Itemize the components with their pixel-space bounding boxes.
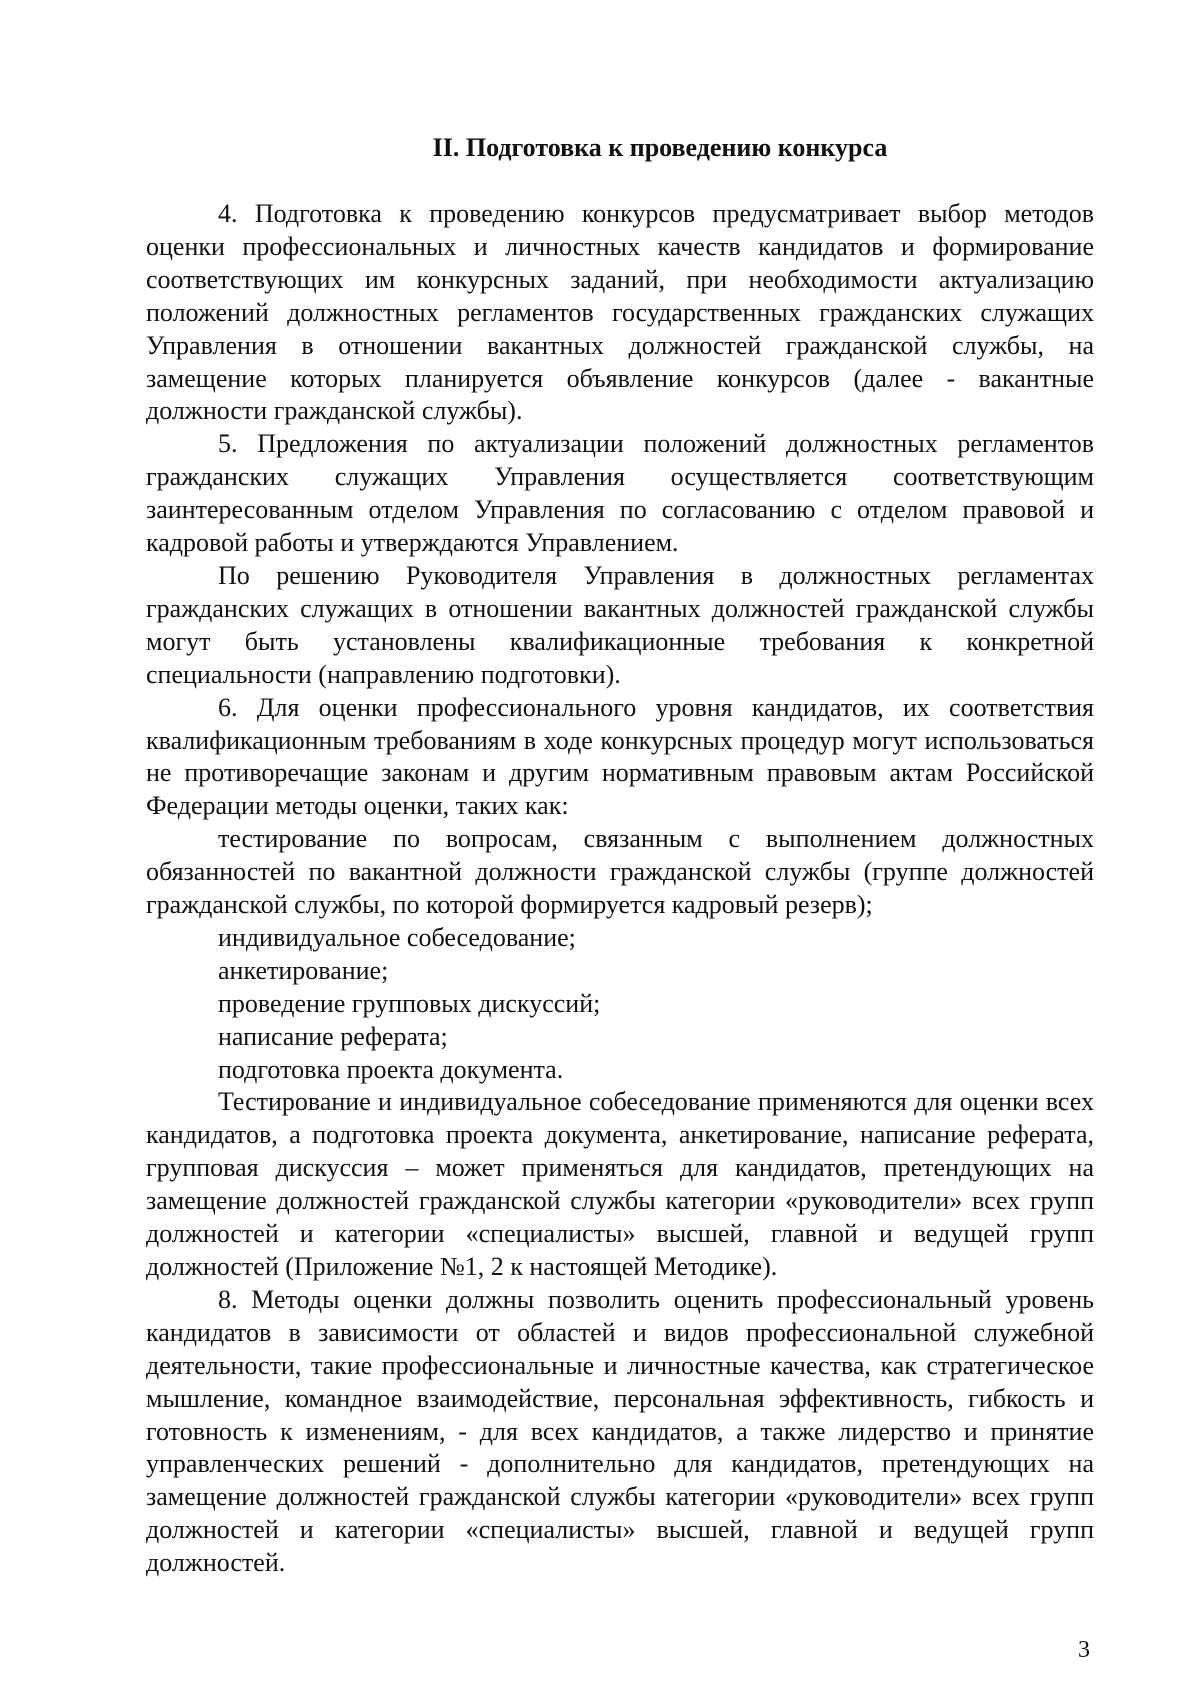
method-essay: написание реферата; bbox=[218, 1021, 448, 1051]
method-testing: тестирование по вопросам, связанным с выполнением должностных обязанностей по вакантной должности гражданской службы (группе должностей гражданской службы, по которой формируется кадровый резерв); bbox=[146, 824, 1094, 920]
paragraph-6: 6. Для оценки профессионального уровня кандидатов, их соответствия квалификационным требованиям в ходе конкурсных процедур могут использоваться не противоречащие законам и другим нормативным правовым актам Российской Федерации методы оценки, таких как: bbox=[146, 692, 1094, 821]
paragraph-methods-application: Тестирование и индивидуальное собеседование применяются для оценки всех кандидатов, а подготовка проекта документа, анкетирование, написание реферата, групповая дискуссия – может применяться для кандидатов, претендующих на замещение должностей гражданской службы категории «руководители» всех групп должностей и категории «специалисты» высшей, главной и ведущей групп должностей (Приложение №1, 2 к настоящей Методике). bbox=[146, 1087, 1094, 1281]
paragraph-4: 4. Подготовка к проведению конкурсов предусматривает выбор методов оценки профессиональных и личностных качеств кандидатов и формирование соответствующих им конкурсных заданий, при необходимости актуализацию положений должностных регламентов государственных гражданских служащих Управления в отношении вакантных должностей гражданской службы, на замещение которых планируется объявление конкурсов (далее - вакантные должности гражданской службы). bbox=[146, 199, 1094, 426]
page-number: 3 bbox=[1078, 1637, 1090, 1663]
document-body bbox=[146, 198, 1094, 1580]
method-group-discussion: проведение групповых дискуссий; bbox=[218, 988, 601, 1018]
paragraph-8: 8. Методы оценки должны позволить оценить профессиональный уровень кандидатов в зависимости от областей и видов профессиональной служебной деятельности, такие профессиональные и личностные качества, как стратегическое мышление, командное взаимодействие, персональная эффективность, гибкость и готовность к изменениям, - для всех кандидатов, а также лидерство и принятие управленческих решений - дополнительно для кандидатов, претендующих на замещение должностей гражданской службы категории «руководители» всех групп должностей и категории «специалисты» высшей, главной и ведущей групп должностей. bbox=[146, 1284, 1094, 1578]
paragraph-5: 5. Предложения по актуализации положений должностных регламентов гражданских служащих Управления осуществляется соответствующим заинтересованным отделом Управления по согласованию с отделом правовой и кадровой работы и утверждаются Управлением. bbox=[146, 429, 1094, 558]
method-draft-document: подготовка проекта документа. bbox=[218, 1054, 564, 1084]
section-heading: II. Подготовка к проведению конкурса bbox=[432, 133, 888, 162]
method-interview: индивидуальное собеседование; bbox=[218, 922, 576, 952]
method-questionnaire: анкетирование; bbox=[218, 955, 389, 985]
paragraph-decision: По решению Руководителя Управления в должностных регламентах гражданских служащих в отношении вакантных должностей гражданской службы могут быть установлены квалификационные требования к конкретной специальности (направлению подготовки). bbox=[146, 560, 1094, 689]
